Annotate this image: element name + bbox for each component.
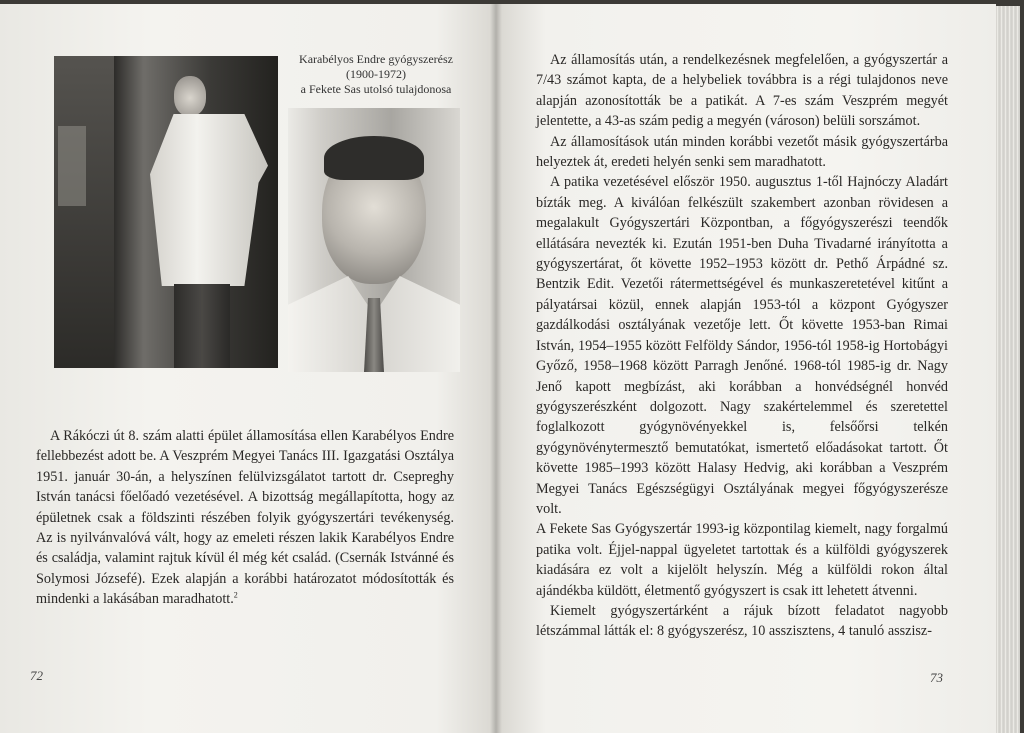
right-body-text xyxy=(536,50,948,642)
caption-description: a Fekete Sas utolsó tulajdonosa xyxy=(300,82,452,96)
left-body-text xyxy=(36,426,454,610)
photo-pharmacist-standing xyxy=(54,56,278,368)
doorway xyxy=(54,56,114,368)
caption-name: Karabélyos Endre gyógyszerész xyxy=(299,52,453,66)
footnote-marker: 2 xyxy=(233,590,238,600)
right-paragraph-3: A patika vezetésével először 1950. augusztus 1-től Hajnóczy Aladárt bízták meg. A kiválóan felkészült szakembert azonban rövidesen a megalakult Gyógyszertári Központban, a főgyógyszerészi teendők ellátására nevezték ki. Ezután 1951-ben Duha Tivadarné irányította a gyógyszertárat, őt követte 1952–1953 között dr. Pethő Árpádné sz. Bentzik Edit. Vezetői rátermettségével és munkaszeretetével kitűnt a pályatársai közül, ennek alapján 1953-tól a központ Gyógyszer gazdálkodási osztályának vezetője lett. Őt követte 1953-ban Rimai István, 1954–1955 között Felföldy Sándor, 1956-tól 1958-ig Hortobágyi Győző, 1958–1968 között Parragh Jenőné. 1968-tól 1985-ig dr. Nagy Jenő kapott megbízást, aki korábban a honvédségnél honvéd gyógyszerészként dolgozott. Nagy szakértelemmel és szeretettel foglalkozott gyógynövényekkel is, felsőőrsi telkén gyógynövénytermesztő bemutatókat, ismertető előadásokat tartott. Őt követte 1985–1993 között Halasy Hedvig, aki korábban a Veszprém Megyei Tanács Egészségügyi Osztályának megyei főgyógyszerésze volt. xyxy=(536,174,948,517)
right-paragraph-5: Kiemelt gyógyszertárként a rájuk bízott feladatot nagyobb létszámmal látták el: 8 gyógyszerész, 10 asszisztens, 4 tanuló asszisz- xyxy=(536,602,948,640)
right-paragraph-4: A Fekete Sas Gyógyszertár 1993-ig központilag kiemelt, nagy forgalmú patika volt. Éjjel-nappal ügyeletet tartottak és a külföldi gyógyszerek kiadására ez volt a kijelölt helyszín. Még a külföldi rokon által ajándékba küldött, életmentő gyógyszert is csak itt lehetett átvenni. xyxy=(536,521,948,599)
book-gutter xyxy=(490,4,502,733)
photo-pharmacist-portrait xyxy=(288,108,460,372)
caption-years: (1900-1972) xyxy=(346,67,406,81)
page-number-left: 72 xyxy=(30,668,43,683)
photo-caption xyxy=(288,52,464,97)
standing-man xyxy=(150,76,270,368)
page-edges xyxy=(996,6,1020,733)
right-paragraph-2: Az államosítások után minden korábbi vezetőt másik gyógyszertárba helyeztek át, eredeti helyén senki sem maradhatott. xyxy=(536,133,948,171)
left-paragraph: A Rákóczi út 8. szám alatti épület államosítása ellen Karabélyos Endre fellebbezést adott be. A Veszprém Megyei Tanács III. Igazgatási Osztálya 1951. január 30-án, a helyszínen felülvizsgálatot tartott dr. Csepreghy István tanácsi főelőadó vezetésével. A bizottság megállapította, hogy az épületnek csak a földszinti részében folyik gyógyszertári tevékenység. Az is nyilvánvalóvá vált, hogy az emeleti részen lakik Karabélyos Endre és családja, valamint rajtuk kívül él még két család. (Csernák Istvánné és Solymosi Józsefé). Ezek alapján a korábbi határozatot módosították és mindenki a lakásában maradhatott.$^2$ xyxy=(36,428,454,608)
page-number-right: 73 xyxy=(930,670,943,685)
right-paragraph-1: Az államosítás után, a rendelkezésnek megfelelően, a gyógyszertár a 7/43 számot kapta, de a helybeliek továbbra is a régi tulajdonos neve alapján azonosították be a patikát. A 7-es szám Veszprém megyét jelentette, a 43-as szám pedig a megyén (városon) belüli sorszámot. xyxy=(536,52,948,130)
shop-sign xyxy=(58,126,86,206)
